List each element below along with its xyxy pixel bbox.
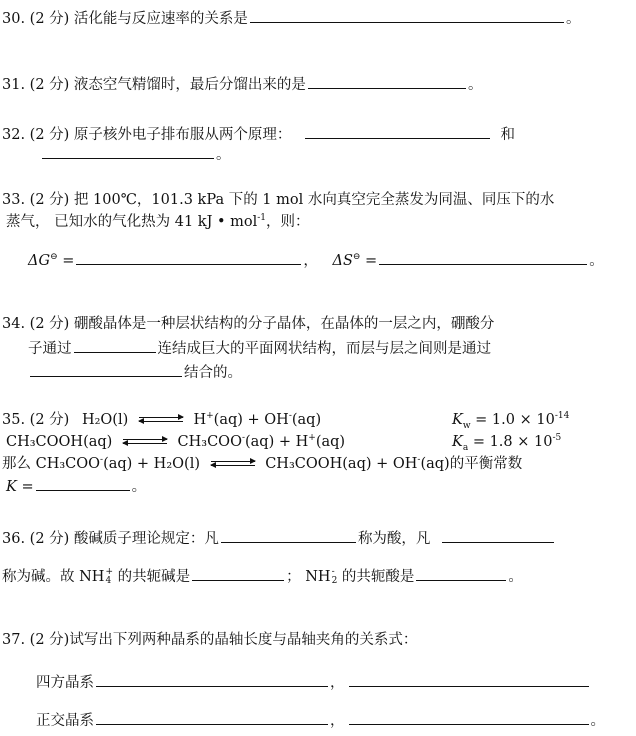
q34-blank-1[interactable]	[74, 338, 156, 353]
q33-eq-2: =	[365, 253, 378, 269]
q33-line2: 蒸气， 已知水的气化热为 41 kJ • mol	[6, 214, 258, 230]
equilibrium-arrow-icon	[139, 415, 183, 425]
q35-kw-val: = 1.0 × 10	[470, 412, 555, 428]
q33-line2-end: ，则：	[266, 214, 310, 230]
q35-prefix: 35. (2 分)	[2, 412, 70, 428]
q33-blank-ds[interactable]	[379, 250, 587, 265]
q32-text: 32. (2 分) 原子核外电子排布服从两个原理：	[2, 127, 292, 143]
q36-nh2-sub: 2	[331, 576, 338, 586]
q35-r1-left: H₂O(l)	[81, 412, 129, 428]
q30-blank[interactable]	[250, 8, 564, 23]
q37-end: 。	[590, 713, 605, 729]
q35-r1-plus: +	[206, 411, 214, 422]
q36-line1b: 称为酸，凡	[357, 531, 431, 547]
question-37-row2	[36, 710, 605, 731]
q33-ds: ΔS	[332, 253, 353, 269]
question-35-line2	[6, 432, 345, 452]
q35-r3-b: (aq) + H₂O(l)	[103, 456, 200, 472]
q35-r3-a: 那么 CH₃COO	[2, 456, 101, 472]
q37-row2-label: 正交晶系	[36, 713, 94, 729]
q37-blank-1[interactable]	[96, 672, 328, 687]
q36-nh2-sup: -	[331, 567, 335, 577]
q35-r3-minus-1: -	[100, 455, 104, 466]
q35-r3-minus-2: -	[417, 455, 421, 466]
question-37-title	[2, 630, 417, 650]
q36-end: 。	[508, 569, 523, 585]
q34-line3: 结合的。	[184, 365, 242, 381]
question-32-cont	[40, 144, 231, 165]
q30-text: 30. (2 分) 活化能与反应速率的关系是	[2, 11, 248, 27]
q35-r2-h: (aq) + H	[245, 434, 309, 450]
q37-comma-2: ，	[330, 713, 345, 729]
question-32	[2, 124, 515, 145]
question-31	[2, 74, 482, 95]
q33-eq-1: =	[62, 253, 75, 269]
question-33-line2	[6, 212, 310, 232]
q35-r2-plus: +	[308, 433, 316, 444]
q35-blank[interactable]	[36, 476, 130, 491]
q32-and: 和	[500, 127, 515, 143]
q35-r3-c: CH₃COOH(aq) + OH	[265, 456, 418, 472]
q37-comma-1: ，	[330, 675, 345, 691]
q35-r2-aq: (aq)	[315, 434, 346, 450]
q30-end: 。	[565, 11, 581, 27]
q36-nh4-scripts	[105, 568, 113, 586]
q36-blank-2[interactable]	[442, 528, 554, 543]
q35-r2-ac: CH₃COO	[177, 434, 242, 450]
q34-line1: 34. (2 分) 硼酸晶体是一种层状结构的分子晶体，在晶体的一层之内，硼酸分	[2, 316, 495, 332]
question-35-line4	[6, 476, 146, 497]
q33-line1: 33. (2 分) 把 100℃，101.3 kPa 下的 1 mol 水向真空完全蒸发为同温、同压下的水	[2, 192, 555, 208]
q35-r1-minus: -	[288, 411, 292, 422]
q37-row1-label: 四方晶系	[36, 675, 94, 691]
q35-kw-label: K	[452, 412, 463, 428]
q34-line2b: 连结成巨大的平面网状结构，而层与层之间则是通过	[157, 341, 491, 357]
q35-k-label: K	[6, 479, 17, 495]
question-35-line1	[2, 410, 321, 430]
question-34-line2	[28, 338, 491, 359]
q36-line2b: 的共轭碱是	[113, 569, 191, 585]
question-35-line3	[2, 454, 522, 474]
q37-title: 37. (2 分)试写出下列两种晶系的晶轴长度与晶轴夹角的关系式：	[2, 632, 418, 648]
q35-kw-sub: w	[462, 420, 471, 431]
q37-blank-4[interactable]	[349, 710, 589, 725]
q36-nh4-sup: +	[105, 567, 113, 577]
q34-blank-2[interactable]	[30, 362, 182, 377]
q36-blank-4[interactable]	[416, 566, 506, 581]
question-34-line1	[2, 314, 494, 334]
question-30	[2, 8, 580, 29]
q32-blank-1[interactable]	[305, 124, 490, 139]
q35-ka-val: = 1.8 × 10	[468, 434, 553, 450]
equilibrium-arrow-icon	[123, 437, 167, 447]
q35-ka-label: K	[452, 434, 463, 450]
q31-text: 31. (2 分) 液态空气精馏时，最后分馏出来的是	[2, 77, 306, 93]
q35-r1-h: H	[193, 412, 207, 428]
q36-line2a: 称为碱。故 NH	[2, 569, 105, 585]
equilibrium-arrow-icon	[211, 459, 255, 469]
q33-sup: -1	[257, 213, 267, 224]
question-37-row1	[36, 672, 591, 693]
q36-line2c: ； NH	[286, 569, 331, 585]
question-34-line3	[28, 362, 242, 383]
q31-end: 。	[467, 77, 483, 93]
question-36-line1	[2, 528, 556, 549]
question-36-line2	[2, 566, 523, 587]
q35-r2-left: CH₃COOH(aq)	[6, 434, 113, 450]
q35-r1-oh: (aq) + OH	[213, 412, 289, 428]
q35-r2-minus: -	[241, 433, 245, 444]
q36-blank-1[interactable]	[221, 528, 356, 543]
q35-kw-exp: -14	[554, 411, 570, 422]
q37-blank-2[interactable]	[349, 672, 589, 687]
q33-theta-2: ⊖	[352, 252, 361, 263]
q36-line1a: 36. (2 分) 酸碱质子理论规定：凡	[2, 531, 219, 547]
q31-blank[interactable]	[308, 74, 466, 89]
q35-k-eq: =	[16, 479, 34, 495]
q35-ka-exp: -5	[552, 433, 562, 444]
question-33-line3	[28, 250, 604, 271]
q36-nh4-sub: 4	[105, 576, 112, 586]
q33-blank-dg[interactable]	[76, 250, 301, 265]
q35-end: 。	[131, 479, 147, 495]
q33-end: 。	[589, 253, 604, 269]
q37-blank-3[interactable]	[96, 710, 328, 725]
q33-dg: ΔG	[28, 253, 51, 269]
q33-theta-1: ⊖	[50, 252, 58, 263]
q35-r1-aq: (aq)	[291, 412, 322, 428]
q36-blank-3[interactable]	[192, 566, 284, 581]
q34-line2a: 子通过	[28, 341, 72, 357]
q35-ka-sub: a	[462, 442, 469, 453]
q36-line2d: 的共轭酸是	[337, 569, 415, 585]
q35-kw	[452, 410, 569, 430]
q35-ka	[452, 432, 561, 452]
question-33-line1	[2, 190, 554, 210]
q33-comma: ，	[303, 253, 318, 269]
q32-blank-2[interactable]	[42, 144, 214, 159]
q32-end: 。	[216, 147, 231, 163]
q35-r3-d: (aq)的平衡常数	[420, 456, 523, 472]
